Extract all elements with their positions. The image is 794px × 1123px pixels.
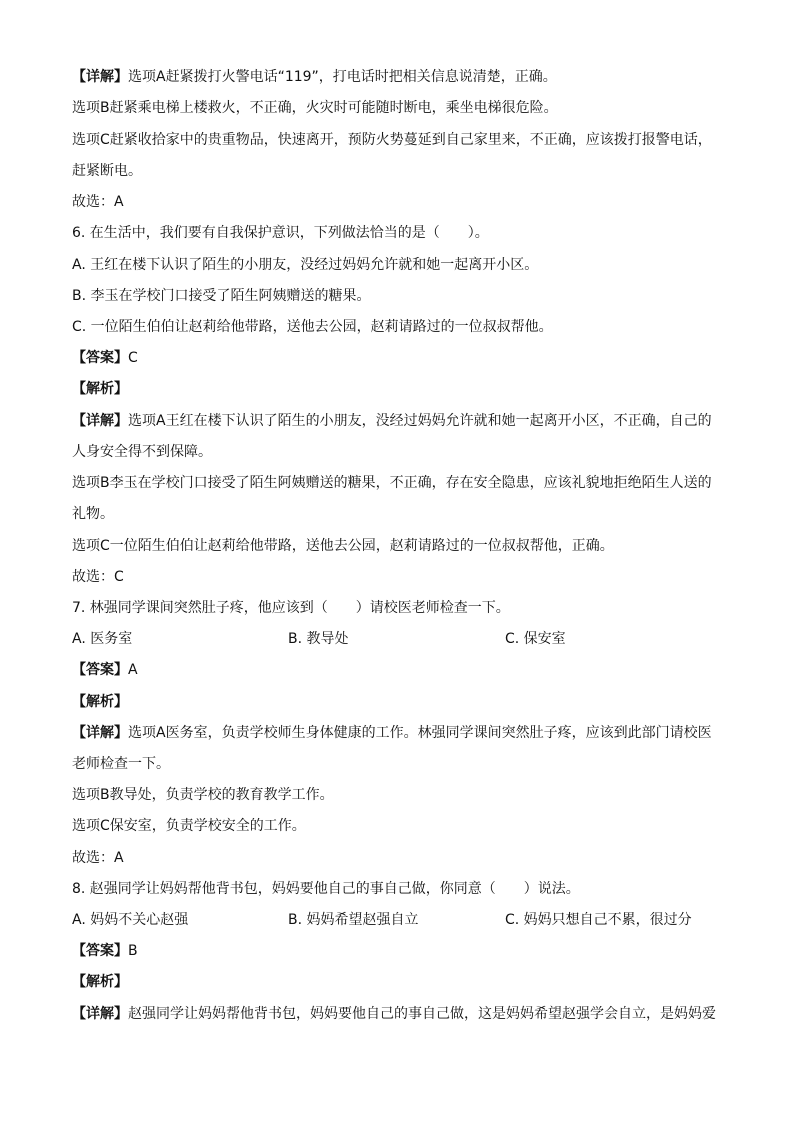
- q7-option-a: A. 医务室: [72, 631, 133, 647]
- q6-answer-value: C: [128, 350, 138, 366]
- q8-option-b: B. 妈妈希望赵强自立: [288, 912, 419, 928]
- q8-option-a: A. 妈妈不关心赵强: [72, 912, 189, 928]
- q8-analysis-tag: [72, 971, 722, 993]
- q7-detail-a-line2: 老师检查一下。: [72, 756, 170, 772]
- q6-detail-c: 选项C一位陌生伯伯让赵莉给他带路，送他去公园，赵莉请路过的一位叔叔帮他，正确。: [72, 538, 614, 554]
- detail-tag: 【详解】: [72, 69, 128, 85]
- q8-detail-line1: [72, 1003, 722, 1025]
- q7-choice: 故选：A: [72, 850, 124, 866]
- q6-detail-a-text: 选项A王红在楼下认识了陌生的小朋友，没经过妈妈允许就和她一起离开小区，不正确，自己的: [128, 413, 712, 429]
- q7-detail-a-line1: [72, 722, 722, 744]
- q7-answer-value: A: [128, 662, 138, 678]
- q7-option-b: B. 教导处: [288, 631, 349, 647]
- q8-option-c: C. 妈妈只想自己不累，很过分: [505, 912, 692, 928]
- q7-analysis-tag: [72, 691, 722, 713]
- q8-answer: [72, 940, 722, 962]
- q7-answer: [72, 659, 722, 681]
- q6-option-b: B. 李玉在学校门口接受了陌生阿姨赠送的糖果。: [72, 288, 371, 304]
- q7-detail-a-text: 选项A医务室，负责学校师生身体健康的工作。林强同学课间突然肚子疼，应该到此部门请校医: [128, 725, 712, 741]
- q6-choice: 故选：C: [72, 569, 124, 585]
- q5-detail-c-line1: 选项C赶紧收拾家中的贵重物品，快速离开，预防火势蔓延到自己家里来，不正确，应该拨打报警电话，: [72, 132, 712, 148]
- q5-detail-a-text: 选项A赶紧拨打火警电话“119”，打电话时把相关信息说清楚，正确。: [128, 69, 557, 85]
- q6-answer: [72, 347, 722, 369]
- detail-tag: 【详解】: [72, 1006, 128, 1022]
- q6-detail-b-line1: 选项B李玉在学校门口接受了陌生阿姨赠送的糖果，不正确，存在安全隐患，应该礼貌地拒绝陌生人送的: [72, 475, 712, 491]
- q5-choice: 故选：A: [72, 194, 124, 210]
- q6-option-a: A. 王红在楼下认识了陌生的小朋友，没经过妈妈允许就和她一起离开小区。: [72, 257, 539, 273]
- q6-question: 6. 在生活中，我们要有自我保护意识，下列做法恰当的是（ ）。: [72, 225, 489, 241]
- q6-detail-a-line1: [72, 410, 722, 432]
- q5-detail-a: [72, 66, 722, 88]
- q6-detail-b-line2: 礼物。: [72, 506, 114, 522]
- q7-detail-c: 选项C保安室，负责学校安全的工作。: [72, 818, 306, 834]
- q5-detail-b: 选项B赶紧乘电梯上楼救火，不正确，火灾时可能随时断电，乘坐电梯很危险。: [72, 100, 558, 116]
- detail-tag: 【详解】: [72, 725, 128, 741]
- q8-question: 8. 赵强同学让妈妈帮他背书包，妈妈要他自己的事自己做，你同意（ ）说法。: [72, 881, 580, 897]
- answer-tag: 【答案】: [72, 943, 128, 959]
- q6-analysis-tag: [72, 378, 722, 400]
- q8-options: [72, 909, 722, 931]
- q7-question: 7. 林强同学课间突然肚子疼，他应该到（ ）请校医老师检查一下。: [72, 600, 510, 616]
- answer-tag: 【答案】: [72, 662, 128, 678]
- q6-option-c: C. 一位陌生伯伯让赵莉给他带路，送他去公园，赵莉请路过的一位叔叔帮他。: [72, 319, 553, 335]
- analysis-tag: 【解析】: [72, 694, 128, 710]
- q7-detail-b: 选项B教导处，负责学校的教育教学工作。: [72, 787, 334, 803]
- q8-detail-text: 赵强同学让妈妈帮他背书包，妈妈要他自己的事自己做，这是妈妈希望赵强学会自立，是妈妈爱: [128, 1006, 716, 1022]
- q7-option-c: C. 保安室: [505, 631, 566, 647]
- q6-detail-a-line2: 人身安全得不到保障。: [72, 444, 212, 460]
- analysis-tag: 【解析】: [72, 381, 128, 397]
- analysis-tag: 【解析】: [72, 974, 128, 990]
- detail-tag: 【详解】: [72, 413, 128, 429]
- answer-tag: 【答案】: [72, 350, 128, 366]
- q7-options: [72, 628, 722, 650]
- q5-detail-c-line2: 赶紧断电。: [72, 163, 142, 179]
- q8-answer-value: B: [128, 943, 138, 959]
